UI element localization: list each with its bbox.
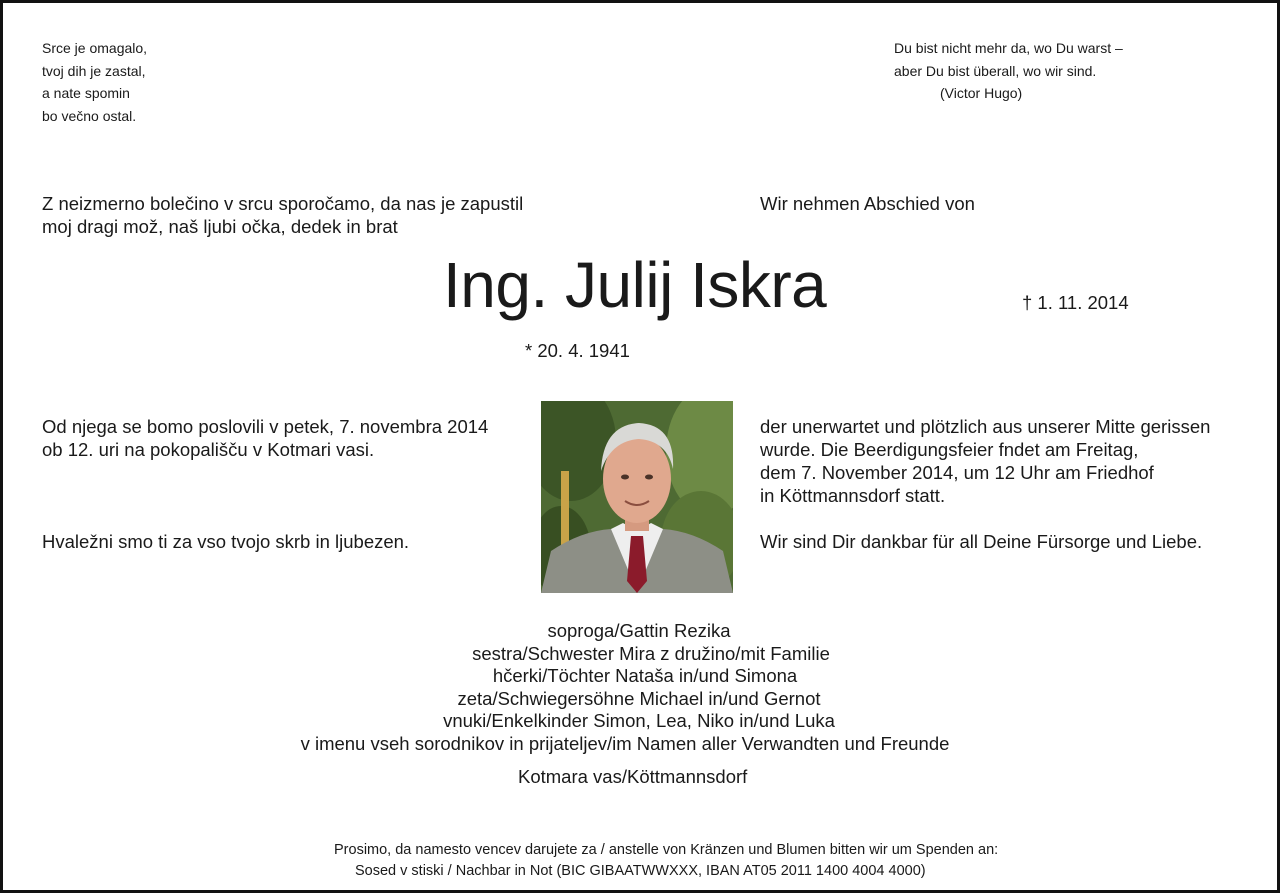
mourner-line: vnuki/Enkelkinder Simon, Lea, Niko in/und Luka [443, 710, 835, 731]
death-date: † 1. 11. 2014 [1022, 292, 1129, 313]
intro-slovenian [42, 192, 523, 238]
intro-line: moj dragi mož, naš ljubi očka, dedek in brat [42, 216, 398, 237]
intro-line: Z neizmerno bolečino v srcu sporočamo, da nas je zapustil [42, 193, 524, 214]
deceased-name: Ing. Julij Iskra [443, 249, 827, 321]
place-name: Kotmara vas/Köttmannsdorf [518, 766, 748, 787]
poem-line: Srce je omagalo, [42, 40, 148, 56]
poem-german [894, 37, 1123, 105]
funeral-line: in Köttmannsdorf statt. [760, 485, 946, 506]
poem-line: tvoj dih je zastal, [42, 62, 146, 79]
poem-line: aber Du bist überall, wo wir sind. [894, 62, 1097, 79]
donation-line: Prosimo, da namesto vencev darujete za / anstelle von Kränzen und Blumen bitten wir um Spenden an: [334, 842, 999, 858]
thanks-german: Wir sind Dir dankbar für all Deine Fürsorge und Liebe. [760, 531, 1203, 552]
poem-line: bo večno ostal. [42, 107, 137, 124]
funeral-info-german [760, 415, 1210, 507]
portrait-photo [541, 401, 733, 593]
mourner-line: soproga/Gattin Rezika [547, 620, 731, 641]
poem-slovenian [42, 37, 147, 127]
portrait-image [541, 401, 733, 593]
donation-line: Sosed v stiski / Nachbar in Not (BIC GIBAATWWXXX, IBAN AT05 2011 1400 4004 4000) [355, 863, 926, 879]
donation-request [334, 840, 998, 882]
mourner-line: zeta/Schwiegersöhne Michael in/und Gernot [457, 687, 821, 709]
funeral-info-slovenian [42, 415, 488, 461]
funeral-line: wurde. Die Beerdigungsfeier fndet am Freitag, [760, 439, 1139, 460]
thanks-slovenian: Hvaležni smo ti za vso tvojo skrb in ljubezen. [42, 531, 410, 552]
mourner-line: sestra/Schwester Mira z družino/mit Familie [472, 642, 830, 664]
birth-date: * 20. 4. 1941 [525, 340, 630, 361]
intro-german: Wir nehmen Abschied von [760, 193, 975, 214]
mourner-line: hčerki/Töchter Nataša in/und Simona [492, 665, 798, 686]
funeral-line: dem 7. November 2014, um 12 Uhr am Friedhof [760, 462, 1154, 483]
funeral-line: Od njega se bomo poslovili v petek, 7. novembra 2014 [42, 416, 489, 437]
mourner-line: v imenu vseh sorodnikov in prijateljev/im Namen aller Verwandten und Freunde [300, 732, 950, 754]
poem-attribution: (Victor Hugo) [940, 85, 1023, 101]
funeral-line: ob 12. uri na pokopališču v Kotmari vasi. [42, 439, 375, 460]
poem-line: Du bist nicht mehr da, wo Du warst – [894, 40, 1123, 56]
poem-line: a nate spomin [42, 85, 130, 101]
mourners-list [300, 620, 999, 755]
funeral-line: der unerwartet und plötzlich aus unserer Mitte gerissen [760, 416, 1211, 437]
